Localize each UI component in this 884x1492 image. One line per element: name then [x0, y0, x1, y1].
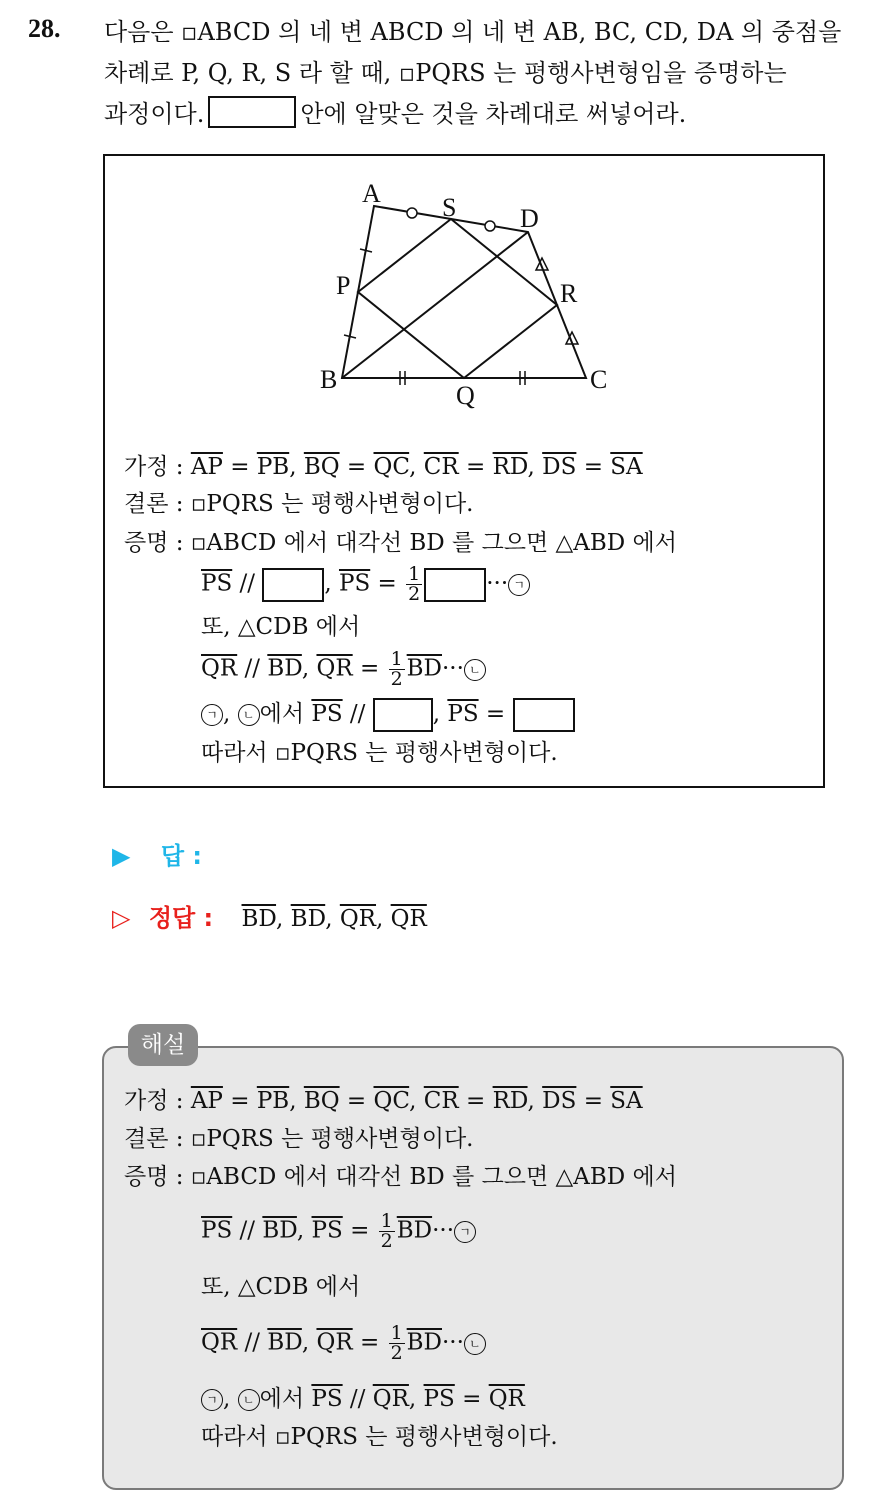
label-p: P — [336, 271, 351, 300]
blank-4 — [513, 698, 575, 732]
question-text — [104, 12, 864, 135]
sol-proof-row-4: $\overline{QR} // \overline{BD}$, $\overline{QR}$ = $\frac{1}{2}$ $\overline{BD}\cdot\cdot\cdot$ ㄴ — [201, 1324, 486, 1363]
sol-proof-row-3: 또, △CDB 에서 — [201, 1274, 361, 1300]
proof-row-1: 증명 : ▫ABCD 에서 대각선 BD 를 그으면 △ABD 에서 — [124, 530, 677, 556]
answer-label: 답 : — [160, 842, 202, 870]
quadrilateral-figure — [310, 172, 630, 412]
correct-label: 정답 : — [148, 904, 214, 932]
answer-marker-icon: ▶ — [112, 842, 131, 870]
answer-row — [112, 836, 202, 871]
correct-answer-row — [112, 898, 427, 933]
question-line-3: 과정이다. 안에 알맞은 것을 차례대로 써넣어라. — [104, 94, 864, 135]
proof-row-6: 따라서 ▫PQRS 는 평행사변형이다. — [201, 740, 558, 766]
question-line-1: 다음은 ▫ABCD 의 네 변 ABCD 의 네 변 AB, BC, CD, DA 의 중점을 — [104, 18, 842, 46]
sol-proof-row-1: 증명 : ▫ABCD 에서 대각선 BD 를 그으면 △ABD 에서 — [124, 1164, 677, 1190]
label-r: R — [560, 279, 578, 308]
blank-1 — [262, 568, 324, 602]
label-d: D — [520, 204, 539, 233]
sol-assumption-row: 가정 : $\overline{AP} = \overline{PB}$, $\overline{BQ} = \overline{QC}$, $\overline{CR} = \overline{RD}$, $\overline{DS} = \overline{SA}$ — [124, 1088, 643, 1114]
blank-3 — [373, 698, 433, 732]
sol-conclusion-row: 결론 : ▫PQRS 는 평행사변형이다. — [124, 1126, 474, 1152]
quad-abcd — [342, 206, 586, 378]
proof-row-5: ㄱ , ㄴ 에서 $\overline{PS}$ // , $\overline{PS}$ = — [201, 698, 575, 732]
answer-blank-box — [208, 96, 296, 128]
proof-row-4: $\overline{QR} // \overline{BD}$, $\overline{QR}$ = $\frac{1}{2}$ $\overline{BD}\cdot\cdot\cdot$ ㄴ — [201, 650, 486, 689]
label-s: S — [442, 193, 457, 222]
label-c: C — [590, 365, 608, 394]
assumption-row: 가정 : $\overline{AP} = \overline{PB}$, $\overline{BQ} = \overline{QC}$, $\overline{CR} = \overline{RD}$, $\overline{DS} = \overline{SA}$ — [124, 454, 643, 480]
proof-row-2: $\overline{PS}$ // , $\overline{PS}$ = $\frac{1}{2}$ ··· ㄱ — [201, 565, 530, 604]
blank-2 — [424, 568, 486, 602]
solution-tag: 해설 — [128, 1024, 198, 1066]
correct-values: $\overline{BD}$, $\overline{BD}$, $\overline{QR}$, $\overline{QR}$ — [241, 906, 427, 932]
label-b: B — [320, 365, 338, 394]
sol-proof-row-2: $\overline{PS} // \overline{BD}$, $\overline{PS}$ = $\frac{1}{2}$ $\overline{BD}\cdot\cdot\cdot$ ㄱ — [201, 1212, 476, 1251]
sol-proof-row-6: 따라서 ▫PQRS 는 평행사변형이다. — [201, 1424, 558, 1450]
sol-proof-row-5: ㄱ , ㄴ 에서 $\overline{PS} // \overline{QR}$, $\overline{PS} = \overline{QR}$ — [201, 1384, 525, 1414]
proof-row-3: 또, △CDB 에서 — [201, 614, 361, 640]
diagonal-bd — [342, 232, 528, 378]
correct-marker-icon: ▷ — [112, 904, 131, 932]
label-a: A — [362, 179, 381, 208]
conclusion-row: 결론 : ▫PQRS 는 평행사변형이다. — [124, 491, 474, 517]
question-number: 28. — [28, 14, 61, 43]
quad-pqrs — [358, 219, 557, 378]
question-line-2: 차례로 P, Q, R, S 라 할 때, ▫PQRS 는 평행사변형임을 증명하는 — [104, 59, 787, 87]
label-q: Q — [456, 381, 475, 410]
